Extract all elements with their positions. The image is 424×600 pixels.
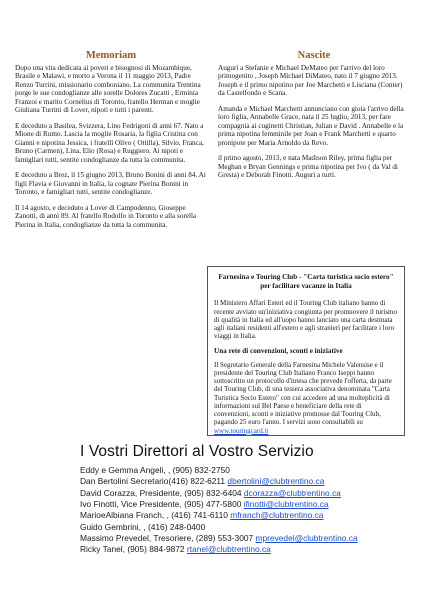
box-paragraph: Il Ministero Affari Esteri ed il Touring Club italiano hanno di recente avviato un'iniziativa congiunta per promuovere il turismo di qualità in Italia ed all'uopo hanno lanciato una carta destinata agli italiani residenti all'estero e agli stranieri per facilitare i loro viaggi in Italia.: [214, 299, 398, 341]
director-email[interactable]: mprevedel@clubtrentino.ca: [255, 533, 358, 544]
nascite-paragraph: Amanda e Michael Marchetti annunciano con gioia l'arrivo della loro figlia, Annabelle Grace, nata il 25 luglio, 2013, per fare compagnia ai cuginetti Christian, Julian e David . Annabelle e la prima nipotina femminile per Joan e Frank Marchetti e quarto pronipote per Maria Arnoldo da Revo.: [218, 104, 404, 147]
director-email[interactable]: dcorazza@clubtrentino.ca: [243, 487, 341, 498]
box-paragraph-text: Il Segretario Generale della Farnesina Michele Valensise e il presidente del Touring Club Italiano Franco Iseppi hanno sottoscritto un protocollo d'intesa che prevede l'offerta, da parte del Touring Club, di una tessera associativa denominata "Carta Turistica Socio Estero" con cui accedere ad una molteplicità di informazioni sul Bel Paese e beneficiare della rete di convenzioni, sconti e iniziative promosse dal Touring Club, pagando 25 euro l'anno. I servizi sono consultabili su: [214, 360, 392, 427]
director-info: Ricky Tanel, (905) 884-9872: [80, 544, 187, 555]
box-paragraph-2: [214, 361, 398, 435]
director-email[interactable]: dbertolini@clubtrentino.ca: [227, 476, 325, 487]
director-info: Guido Gembrini, , (416) 248-0400: [80, 521, 206, 532]
box-subtitle: Una rete di convenzioni, sconti e iniziative: [214, 346, 343, 355]
director-info: Ivo Finotti, Vice Presidente, (905) 477-5800: [80, 499, 244, 510]
director-email[interactable]: rtanel@clubtrentino.ca: [186, 544, 271, 555]
memoriam-paragraph: Dopo una vita dedicata ai poveri e bisognosi di Mozambique, Brasile e Malawi, e morto a Verona il 11 maggio 2013, Padre Renzo Turrini, missionario comboniano. La communita Trentina porge le sue condoglianze alle sorelle Dolores Zucatti , Erminia Franzoi e marito Cornelius di Toronto, fratello Herman e moglie Giuliana Turrini di Lover, nipoti e tutti i parenti.: [15, 64, 201, 115]
memoriam-paragraph: Il 14 agosto, e deceduto a Lover di Campodenno, Gioseppe Zanotti, di anni 89. Al fratello Rodolfo in Toronto e alla sorella Pierina in Italia, condoglianze da tutta la communita.: [15, 203, 197, 229]
touring-club-box: [207, 266, 405, 436]
director-line: [80, 533, 410, 544]
director-info: MarioeAlbiana Franch, , (416) 741-6110: [80, 510, 231, 521]
director-email[interactable]: ifinotti@clubtrentino.ca: [243, 499, 329, 510]
director-line: [80, 522, 410, 533]
nascite-paragraph: Auguri a Stefanie e Michael DeMateo per l'arrivo del loro primogenito , Joseph Michael DiMateo, nato il 7 giugno 2013. Joseph e il primo nipotino per Joe Marchetti e Lisciana (Conter) da Castelfondo e Scana.: [218, 64, 403, 98]
director-line: [80, 465, 410, 476]
director-line: [80, 499, 410, 510]
memoriam-title: Memoriam: [85, 50, 137, 61]
director-info: Massimo Prevedel, Tresoriere, (289) 553-3007: [80, 533, 256, 544]
director-line: [80, 544, 410, 555]
memoriam-paragraph: E deceduto a Basilea, Svizzera, Lino Fedrigoni di anni 67. Nato a Mione di Rumo. Lascia la moglie Rosaria, la figlia Cristina con Gianni e nipotina Jessica, i fratelli Olivo ( Ottilla), Silvio, Franca, Bruno (Carmen), Lina, Elio (Rosa) e Ruggiero. Ai nipoti e famigliari tutti, sentite condoglianze da tutta la communita.: [15, 121, 204, 164]
directors-title: I Vostri Direttori al Vostro Servizio: [80, 443, 314, 460]
nascite-paragraph: il primo agosto, 2013, e nata Madison Riley, prima figlia per Meghan e Bryan Gennings e prima nipotina per Ivo ( da Val di Gresta) e Deborah Finotti. Auguri a turti.: [218, 154, 398, 180]
director-info: Dan Bertolini Secretario(416) 822-6211: [80, 476, 228, 487]
memoriam-paragraph: E deceduto a Brez, il 15 giugno 2013, Bruno Bonini di anni 84. Ai figli Flavia e Giovanni in Italia, la cognate Pierina Bonini in Toronto, e famigliari tutti, sentite condoglianze.: [15, 171, 206, 197]
director-email[interactable]: mfranch@clubtrentino.ca: [230, 510, 324, 521]
director-line: [80, 476, 410, 487]
directors-section: [80, 443, 410, 556]
memoriam-column: [15, 50, 207, 236]
director-info: David Corazza, Presidente, (905) 832-6404: [80, 487, 244, 498]
nascite-column: [218, 50, 410, 187]
director-line: [80, 510, 410, 521]
box-title: Farnesina e Touring Club - "Carta turistica socio estero" per facilitare vacanze in Italia: [218, 273, 394, 290]
director-line: [80, 488, 410, 499]
nascite-title: Nascite: [297, 50, 331, 61]
touringcard-link[interactable]: www.touringcard.it: [214, 426, 269, 435]
director-info: Eddy e Gemma Angeli, , (905) 832-2750: [80, 465, 230, 475]
